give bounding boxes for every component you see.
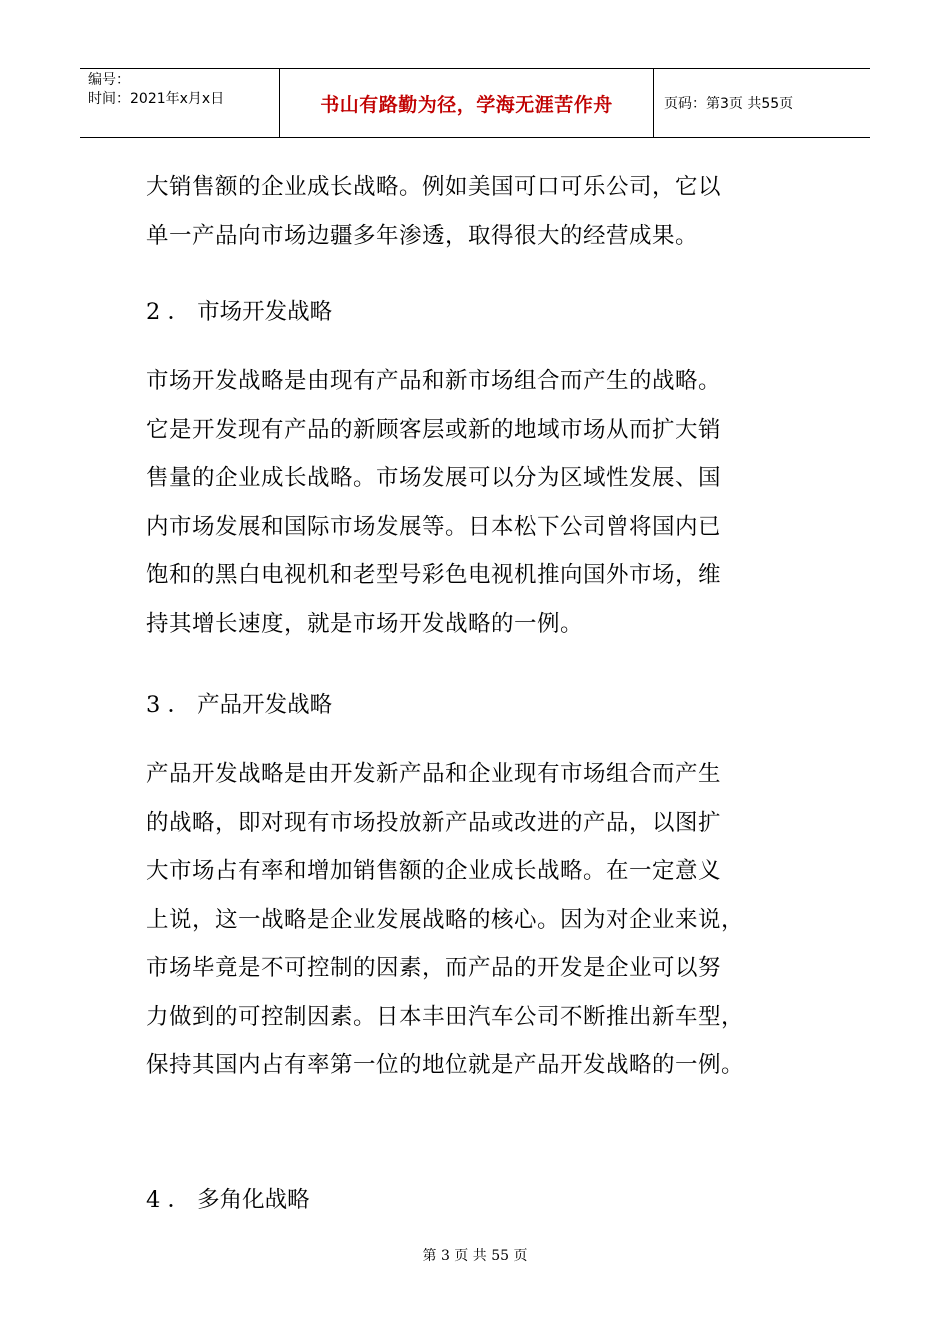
page-info-text: 页码：第3页 共55页 bbox=[664, 96, 794, 112]
page-header bbox=[80, 68, 870, 138]
page-footer: 第 3 页 共 55 页 bbox=[422, 1248, 528, 1264]
motto-text: 书山有路勤为径，学海无涯苦作舟 bbox=[320, 93, 613, 116]
paragraph-1: 大销售额的企业成长战略。例如美国可口可乐公司，它以 单一产品向市场边疆多年渗透，取得很大的经营成果。 bbox=[146, 174, 722, 249]
heading-market-development: 2 ． 市场开发战略 bbox=[146, 299, 333, 325]
paragraph-3: 产品开发战略是由开发新产品和企业现有市场组合而产生 的战略，即对现有市场投放新产品或改进的产品，以图扩 大市场占有率和增加销售额的企业成长战略。在一定意义 上说，这一战略是企业发展战略的核心。因为对企业来说， 市场毕竟是不可控制的因素，而产品的开发是企业可以努 力做到的可控制因素。日本丰田汽车公司不断推出新车型， 保持其国内占有率第一位的地位就是产品开发战略的一例。 bbox=[146, 761, 745, 1078]
header-meta bbox=[80, 69, 280, 137]
paragraph-2: 市场开发战略是由现有产品和新市场组合而产生的战略。 它是开发现有产品的新顾客层或新的地域市场从而扩大销 售量的企业成长战略。市场发展可以分为区域性发展、国 内市场发展和国际市场发展等。日本松下公司曾将国内已 饱和的黑白电视机和老型号彩色电视机推向国外市场，维 持其增长速度，就是市场开发战略的一例。 bbox=[146, 368, 722, 637]
time-label: 时间：2021年x月x日 bbox=[88, 91, 225, 107]
header-motto-cell bbox=[280, 69, 654, 137]
heading-product-development: 3 ． 产品开发战略 bbox=[146, 692, 333, 718]
number-label: 编号： bbox=[88, 72, 130, 88]
heading-diversification: 4 ． 多角化战略 bbox=[146, 1187, 310, 1213]
header-page-info bbox=[654, 69, 870, 137]
